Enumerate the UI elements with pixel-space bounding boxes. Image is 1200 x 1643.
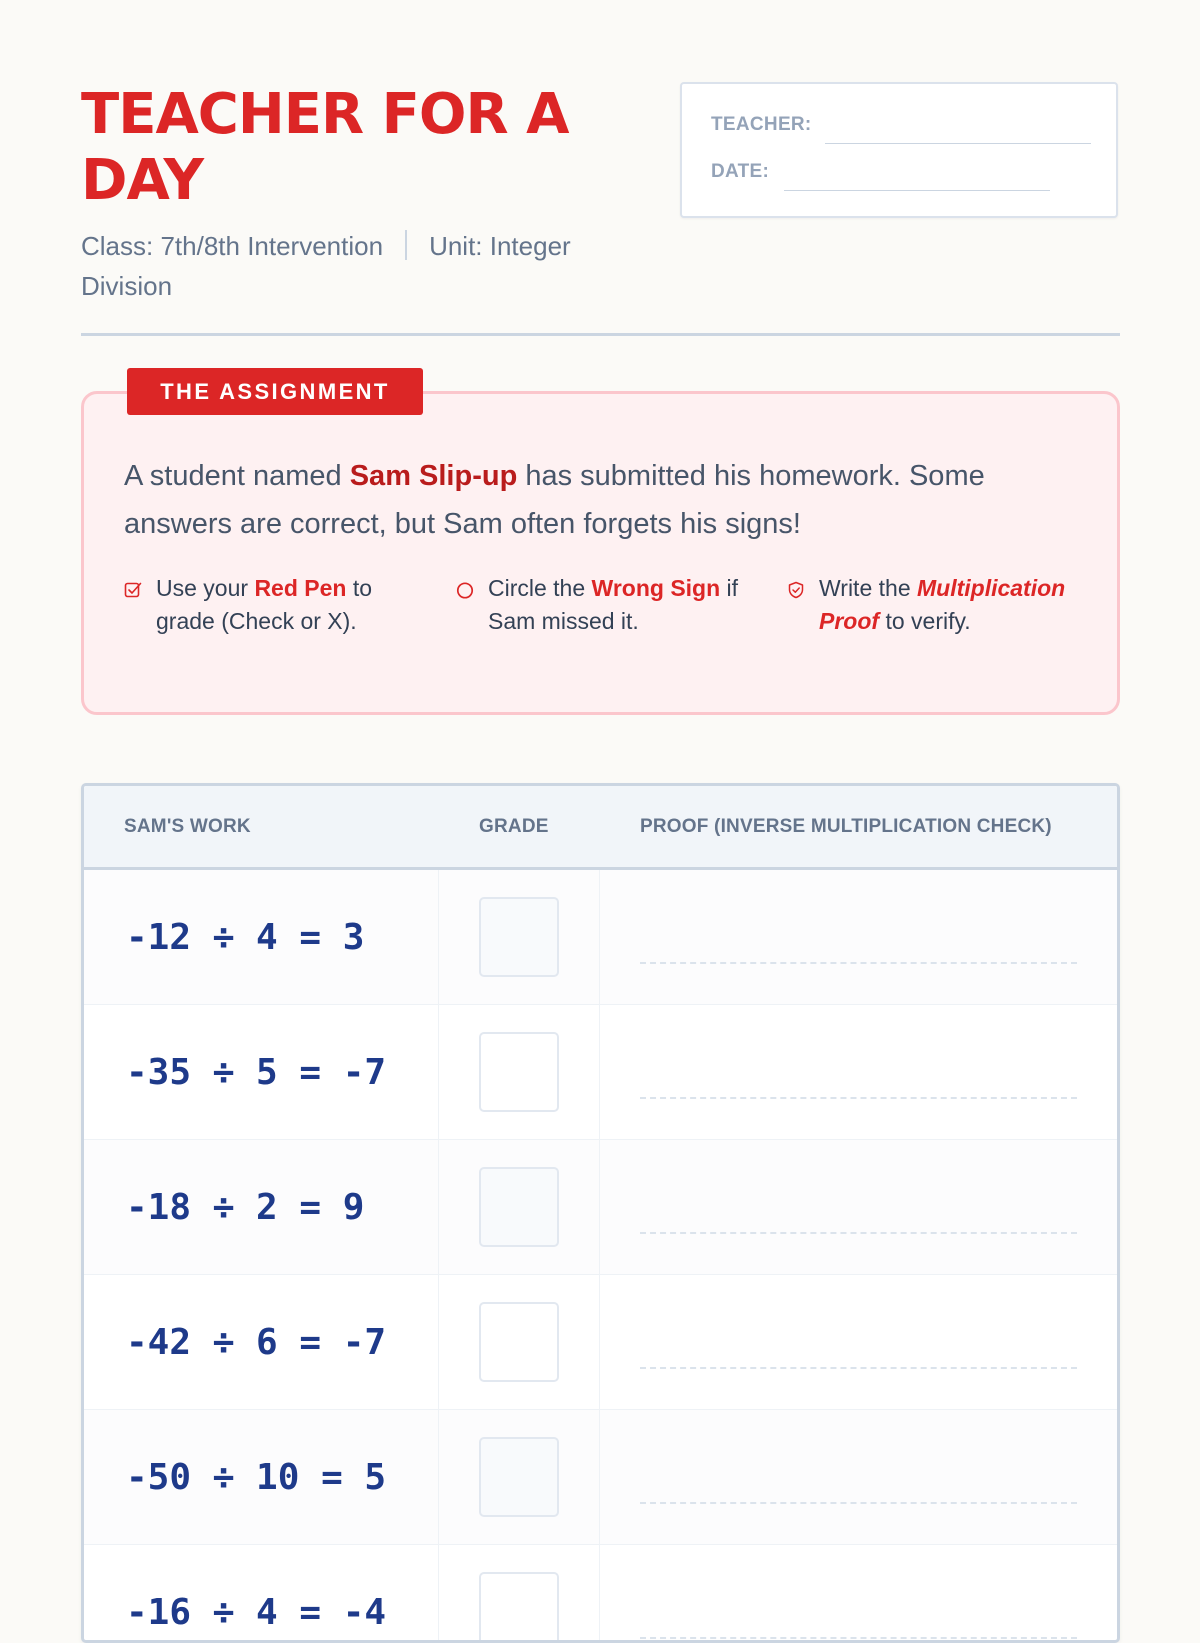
grading-table [81,783,1120,1643]
proof-line[interactable] [640,962,1077,964]
meta-separator [405,230,407,260]
work-cell [84,1005,439,1140]
date-field[interactable] [784,190,1050,191]
work-cell [84,1545,439,1643]
grade-cell [439,1410,600,1545]
table-row [84,1005,1117,1140]
assignment-text-suffix: has submitted his homework. Some answers are correct, but Sam often forgets his signs! [124,460,985,540]
work-cell [84,870,439,1005]
table-row [84,1410,1117,1545]
work-cell [84,1275,439,1410]
step-proof-before: Write the [819,575,917,601]
table-header [84,786,1117,870]
proof-cell [600,1545,1117,1643]
work-cell [84,1140,439,1275]
step-circle-highlight: Wrong Sign [591,575,721,601]
title-block [81,82,641,306]
grade-box[interactable] [479,1437,559,1517]
proof-cell [600,1410,1117,1545]
work-cell [84,1410,439,1545]
proof-line[interactable] [640,1367,1077,1369]
teacher-name-field[interactable] [825,143,1091,144]
proof-cell [600,1140,1117,1275]
assignment-box [81,379,1120,715]
header-divider [81,333,1120,336]
shield-check-icon [787,581,805,599]
teacher-label: TEACHER: [711,114,812,135]
grade-box[interactable] [479,1032,559,1112]
grade-cell [439,1545,600,1643]
header-grade: GRADE [479,816,549,837]
assignment-steps [124,572,1084,682]
proof-line[interactable] [640,1502,1077,1504]
step-proof-text [819,572,1087,638]
grade-box[interactable] [479,1572,559,1643]
class-label: Class: 7th/8th Intervention [81,231,384,261]
problem-text: -12 ÷ 4 = 3 [126,917,365,958]
step-grade-after: to grade (Check or X). [156,575,373,634]
grade-cell [439,1140,600,1275]
assignment-description [124,452,1084,548]
step-proof-highlight: Multiplication Proof [819,575,1066,634]
grade-box[interactable] [479,1167,559,1247]
proof-cell [600,1275,1117,1410]
student-name: Sam Slip-up [349,460,518,492]
checkbox-icon [124,581,142,599]
worksheet-header [81,82,1120,301]
proof-cell [600,870,1117,1005]
assignment-text-prefix: A student named [124,460,350,492]
worksheet-title: TEACHER FOR A DAY [81,82,569,213]
header-work: SAM'S WORK [124,816,251,837]
problem-text: -50 ÷ 10 = 5 [126,1457,387,1498]
grade-box[interactable] [479,897,559,977]
table-row [84,1545,1117,1643]
proof-line[interactable] [640,1637,1077,1639]
step-grade-highlight: Red Pen [254,575,347,601]
proof-line[interactable] [640,1097,1077,1099]
step-circle-before: Circle the [488,575,592,601]
step-circle-text [488,572,756,638]
grade-cell [439,1275,600,1410]
grade-cell [439,1005,600,1140]
class-info [81,226,641,306]
problem-text: -18 ÷ 2 = 9 [126,1187,365,1228]
assignment-badge: THE ASSIGNMENT [127,368,423,415]
step-circle-after: if Sam missed it. [488,575,739,634]
proof-line[interactable] [640,1232,1077,1234]
problem-text: -35 ÷ 5 = -7 [126,1052,387,1093]
step-grade-text [156,572,424,638]
worksheet-page [81,0,1120,1633]
date-label: DATE: [711,161,770,182]
teacher-date-card [680,82,1118,218]
problem-text: -42 ÷ 6 = -7 [126,1322,387,1363]
table-body [84,870,1117,1643]
header-proof: PROOF (INVERSE MULTIPLICATION CHECK) [640,816,1052,837]
grade-box[interactable] [479,1302,559,1382]
circle-icon [456,581,474,599]
table-row [84,1140,1117,1275]
step-grade-before: Use your [156,575,255,601]
proof-cell [600,1005,1117,1140]
step-proof-after: to verify. [879,608,971,634]
table-row [84,1275,1117,1410]
problem-text: -16 ÷ 4 = -4 [126,1592,387,1633]
grade-cell [439,870,600,1005]
unit-label: Unit: Integer Division [81,231,571,301]
table-row [84,870,1117,1005]
